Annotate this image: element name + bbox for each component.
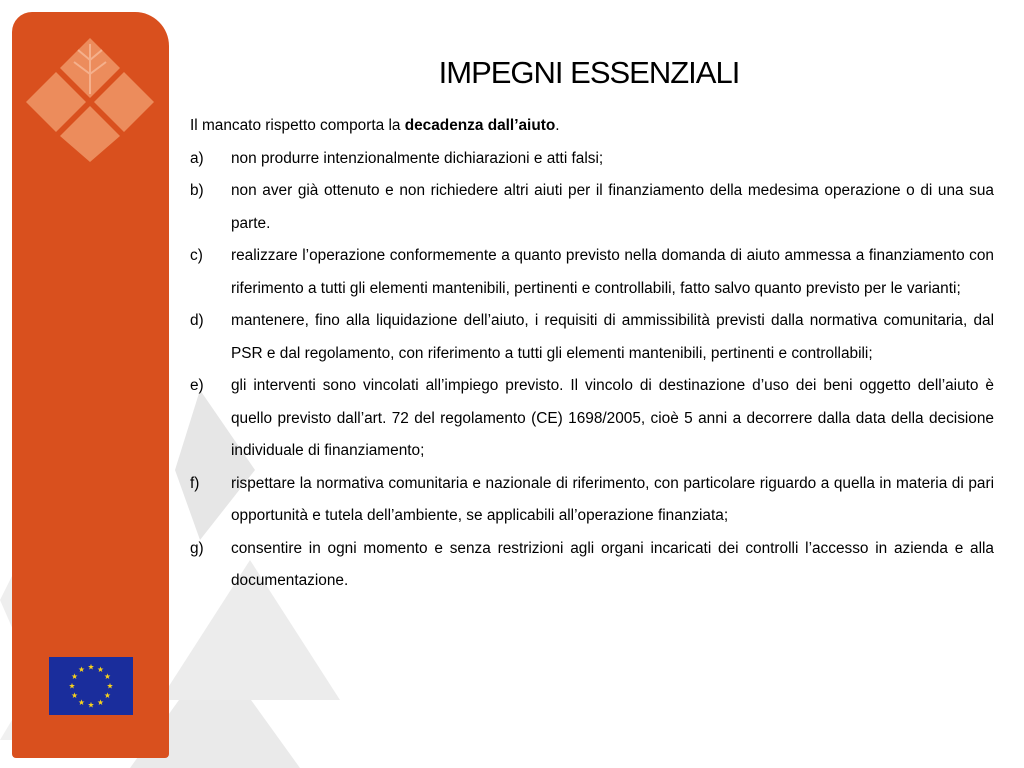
list-item xyxy=(190,533,994,598)
list-item xyxy=(190,305,994,370)
list-marker: d) xyxy=(190,312,204,329)
list-marker: c) xyxy=(190,247,203,264)
list-item-text: gli interventi sono vincolati all’impiego previsto. Il vincolo di destinazione d’uso dei beni oggetto dell’aiuto è quello previsto dall’art. 72 del regolamento (CE) 1698/2005, cioè 5 anni a decorrere dalla data della decisione individuale di finanziamento; xyxy=(231,377,994,459)
list-item-text: rispettare la normativa comunitaria e nazionale di riferimento, con particolare riguardo a quella in materia di pari opportunità e tutela dell’ambiente, se applicabili all’operazione finanziata; xyxy=(231,474,994,524)
list-item xyxy=(190,175,994,240)
leaf-logo-icon xyxy=(22,34,158,166)
page-title: IMPEGNI ESSENZIALI xyxy=(438,54,740,90)
list-item-text: realizzare l’operazione conformemente a quanto previsto nella domanda di aiuto ammessa a finanziamento con riferimento a tutti gli elementi mantenibili, pertinenti e controllabili, fatto salvo quanto previsto per le varianti; xyxy=(231,247,994,297)
list-marker: f) xyxy=(190,474,200,492)
list-marker: b) xyxy=(190,182,204,199)
list-item xyxy=(190,370,994,468)
list-item xyxy=(190,240,994,305)
eu-flag-icon xyxy=(49,657,133,715)
list-marker: e) xyxy=(190,377,204,394)
slide-body xyxy=(190,110,994,598)
list-item-text: non produrre intenzionalmente dichiarazioni e atti falsi; xyxy=(231,149,604,167)
intro-text: Il mancato rispetto comporta la xyxy=(190,117,405,134)
list-marker: g) xyxy=(190,539,204,557)
list-marker: a) xyxy=(190,149,204,167)
intro-paragraph xyxy=(190,110,994,143)
list-item xyxy=(190,468,994,533)
intro-bold-text: decadenza dall’aiuto xyxy=(404,117,556,134)
list-item-text: non aver già ottenuto e non richiedere altri aiuti per il finanziamento della medesima operazione o di una sua parte. xyxy=(231,182,994,232)
list-item xyxy=(190,143,994,176)
intro-period: . xyxy=(555,117,560,134)
requirements-list xyxy=(190,143,994,598)
list-item-text: mantenere, fino alla liquidazione dell’aiuto, i requisiti di ammissibilità previsti dalla normativa comunitaria, dal PSR e dal regolamento, con riferimento a tutti gli elementi mantenibili, pertinenti e controllabili; xyxy=(231,312,994,362)
list-item-text: consentire in ogni momento e senza restrizioni agli organi incaricati dei controlli l’accesso in azienda e alla documentazione. xyxy=(231,539,994,589)
